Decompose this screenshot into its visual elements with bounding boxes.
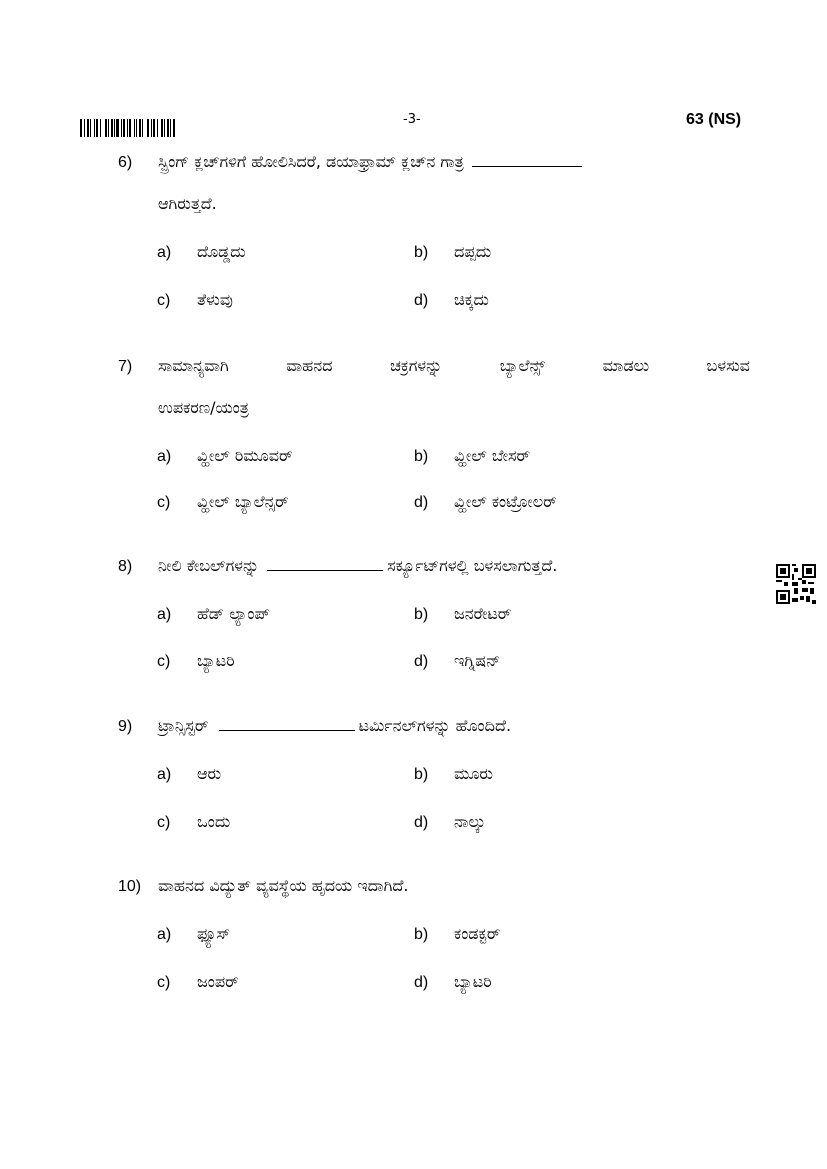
question-text: ವಾಹನದ ವಿದ್ಯುತ್ ವ್ಯವಸ್ಥೆಯ ಹೃದಯ ಇದಾಗಿದೆ. — [158, 876, 409, 895]
option-label: b) — [414, 606, 429, 623]
question-number: 6) — [118, 154, 133, 171]
paper-code: 63 (NS) — [686, 111, 742, 128]
option-text: ನಾಲ್ಕು — [454, 812, 486, 831]
option-text: ಬ್ಯಾಟರಿ — [454, 972, 492, 991]
barcode — [80, 119, 195, 137]
option-label: b) — [414, 448, 429, 465]
question-text — [158, 716, 750, 736]
option-text: ಹೆಡ್ ಲ್ಯಾಂಪ್ — [197, 604, 270, 623]
question-text-part: ನೀಲಿ ಕೇಬಲ್‌ಗಳನ್ನು — [158, 556, 260, 575]
question-text — [158, 152, 750, 172]
answer-blank — [219, 716, 355, 731]
question-text-continued: ಉಪಕರಣ/ಯಂತ್ರ — [158, 398, 249, 417]
option-label: d) — [414, 814, 429, 831]
option-text: ಚಿಕ್ಕದು — [454, 290, 489, 309]
option-label: d) — [414, 653, 429, 670]
question-number: 9) — [118, 718, 133, 735]
question-word: ಬಳಸುವ — [706, 356, 750, 375]
option-text: ಫ್ಯೂಸ್ — [197, 924, 231, 943]
option-text: ದಪ್ಪದು — [454, 242, 492, 261]
options-8 — [157, 604, 577, 675]
question-number: 7) — [118, 358, 133, 375]
option-text: ಆರು — [197, 764, 222, 783]
option-label: c) — [157, 974, 171, 991]
option-label: d) — [414, 974, 429, 991]
question-text — [158, 556, 750, 576]
question-word: ಬ್ಯಾಲೆನ್ಸ್ — [499, 356, 546, 375]
option-label: a) — [157, 244, 172, 261]
option-text: ಇಗ್ನಿಷನ್ — [454, 651, 501, 670]
question-text-continued: ಆಗಿರುತ್ತದೆ. — [158, 194, 217, 213]
option-text: ಬ್ಯಾಟರಿ — [197, 651, 235, 670]
option-label: c) — [157, 814, 171, 831]
question-9 — [118, 716, 750, 740]
question-word: ವಾಹನದ — [286, 356, 333, 375]
question-10 — [118, 876, 750, 900]
option-label: c) — [157, 653, 171, 670]
page-number: -3- — [403, 112, 421, 127]
question-number: 10) — [118, 878, 142, 895]
option-label: a) — [157, 926, 172, 943]
option-text: ಒಂದು — [197, 812, 231, 831]
option-text: ಮೂರು — [454, 764, 493, 783]
option-label: a) — [157, 766, 172, 783]
option-label: b) — [414, 244, 429, 261]
question-word: ಸಾಮಾನ್ಯವಾಗಿ — [158, 356, 229, 375]
option-text: ಜಂಪರ್ — [197, 972, 239, 991]
question-text-part: ಟರ್ಮಿನಲ್‌ಗಳನ್ನು ಹೊಂದಿದೆ. — [358, 716, 512, 735]
answer-blank — [472, 152, 582, 167]
option-label: b) — [414, 766, 429, 783]
option-label: c) — [157, 292, 171, 309]
options-9 — [157, 764, 577, 836]
option-label: d) — [414, 494, 429, 511]
question-7 — [118, 356, 750, 422]
answer-blank — [267, 556, 383, 571]
options-10 — [157, 924, 577, 996]
question-text — [158, 356, 750, 376]
option-text: ಜನರೇಟರ್ — [454, 604, 512, 623]
option-text: ವ್ಹೀಲ್ ಕಂಟ್ರೋಲರ್ — [454, 492, 557, 511]
option-text: ವ್ಹೀಲ್ ಬೇಸರ್ — [454, 446, 531, 465]
option-text: ಕಂಡಕ್ಟರ್ — [454, 924, 501, 943]
option-label: d) — [414, 292, 429, 309]
question-word: ಚಕ್ರಗಳನ್ನು — [389, 356, 443, 375]
option-text: ದೊಡ್ಡದು — [197, 242, 246, 261]
question-word: ಮಾಡಲು — [602, 356, 650, 375]
question-6 — [118, 152, 750, 218]
question-8 — [118, 556, 750, 580]
option-label: a) — [157, 606, 172, 623]
question-text-part: ಸರ್ಕ್ಯೂಟ್‌ಗಳಲ್ಲಿ ಬಳಸಲಾಗುತ್ತದೆ. — [387, 556, 558, 575]
qr-code — [776, 564, 816, 604]
option-text: ವ್ಹೀಲ್ ಬ್ಯಾಲೆನ್ಸರ್ — [197, 492, 289, 511]
question-text-part: ಟ್ರಾನ್ಸಿಸ್ಟರ್ — [158, 716, 209, 735]
option-label: b) — [414, 926, 429, 943]
question-text-part: ಸ್ಪ್ರಿಂಗ್ ಕ್ಲಚ್‌ಗಳಿಗೆ ಹೋಲಿಸಿದರೆ, ಡಯಾಫ್ರಾಮ್ ಕ್ಲಚ್‌ನ ಗಾತ್ರ — [158, 152, 464, 171]
option-text: ವ್ಹೀಲ್ ರಿಮೂವರ್ — [197, 446, 293, 465]
option-label: a) — [157, 448, 172, 465]
options-6 — [157, 242, 577, 314]
option-text: ತೆಳುವು — [197, 290, 233, 309]
option-label: c) — [157, 494, 171, 511]
question-number: 8) — [118, 558, 133, 575]
options-7 — [157, 446, 577, 516]
